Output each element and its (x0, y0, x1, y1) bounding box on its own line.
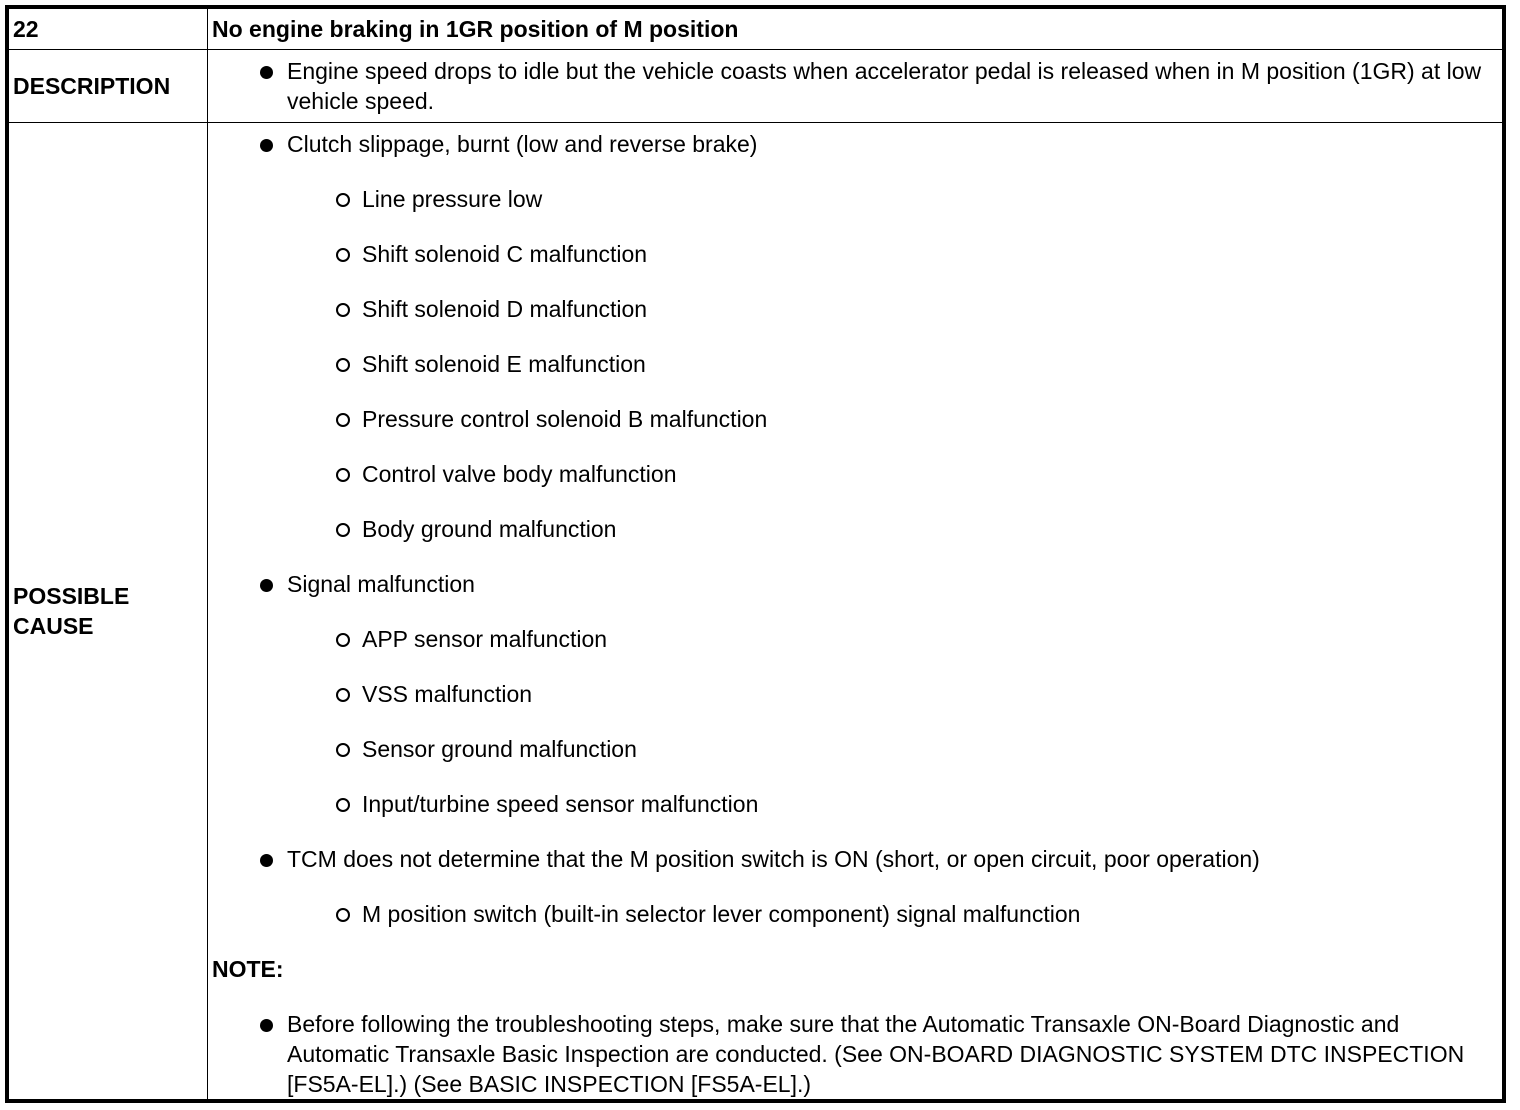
cause-subitem-text: Pressure control solenoid B malfunction (362, 406, 768, 432)
description-text: Engine speed drops to idle but the vehicle coasts when accelerator pedal is released when in M position (1GR) at low vehicle speed. (287, 58, 1482, 114)
bullet-icon (260, 854, 273, 867)
bullet-icon (260, 1019, 273, 1032)
cause-subitem-text: VSS malfunction (362, 681, 533, 707)
possible-cause-cell (208, 123, 1503, 1100)
sub-bullet-icon (336, 303, 350, 317)
possible-cause-label-line2: CAUSE (13, 613, 94, 639)
sub-bullet-icon (336, 358, 350, 372)
cause-subitem (212, 239, 1498, 269)
cause-subitem-text: Shift solenoid D malfunction (362, 296, 648, 322)
sub-bullet-icon (336, 743, 350, 757)
sub-bullet-icon (336, 908, 350, 922)
sub-bullet-icon (336, 468, 350, 482)
header-row (9, 9, 1503, 50)
cause-subitem (212, 624, 1498, 654)
cause-text: TCM does not determine that the M position switch is ON (short, or open circuit, poor operation) (287, 846, 1260, 872)
possible-cause-label (9, 123, 208, 1100)
cause-subitem (212, 734, 1498, 764)
cause-group (212, 569, 1498, 599)
description-label: DESCRIPTION (9, 50, 208, 123)
cause-subitem-text: Line pressure low (362, 186, 543, 212)
cause-subitem-text: Body ground malfunction (362, 516, 617, 542)
cause-subitem (212, 679, 1498, 709)
troubleshooting-table-frame (5, 5, 1506, 1103)
description-item (212, 56, 1498, 116)
note-list (212, 1009, 1498, 1099)
note-text: Before following the troubleshooting steps, make sure that the Automatic Transaxle ON-Board Diagnostic and Automatic Transaxle Basic Inspection are conducted. (See ON-BOARD DIAGNOSTIC SYSTEM DTC INSPECTION [FS5A-EL].) (See BASIC INSPECTION [FS5A-EL].) (287, 1011, 1465, 1097)
sub-bullet-icon (336, 688, 350, 702)
cause-subitem-text: Shift solenoid E malfunction (362, 351, 646, 377)
cause-text: Signal malfunction (287, 571, 475, 597)
sub-bullet-icon (336, 413, 350, 427)
note-item (212, 1009, 1498, 1099)
cause-subitem (212, 294, 1498, 324)
bullet-icon (260, 66, 273, 79)
cause-subitem (212, 404, 1498, 434)
cause-subitem (212, 789, 1498, 819)
cause-subitem (212, 459, 1498, 489)
cause-subitem-text: Input/turbine speed sensor malfunction (362, 791, 759, 817)
sub-bullet-icon (336, 633, 350, 647)
note-title: NOTE: (212, 956, 284, 982)
sub-bullet-icon (336, 798, 350, 812)
possible-cause-label-line1: POSSIBLE (13, 583, 130, 609)
cause-list (212, 123, 1498, 929)
cause-subitem (212, 184, 1498, 214)
cause-subitem-text: M position switch (built-in selector lever component) signal malfunction (362, 901, 1081, 927)
description-cell (208, 50, 1503, 123)
cause-subitem-text: Sensor ground malfunction (362, 736, 637, 762)
possible-cause-row (9, 123, 1503, 1100)
cause-subitem (212, 514, 1498, 544)
cause-subitem-text: Shift solenoid C malfunction (362, 241, 648, 267)
sub-bullet-icon (336, 248, 350, 262)
cause-group (212, 129, 1498, 159)
cause-subitem (212, 899, 1498, 929)
cause-subitem (212, 349, 1498, 379)
troubleshooting-table (8, 8, 1503, 1100)
cause-group (212, 844, 1498, 874)
cause-subitem-text: Control valve body malfunction (362, 461, 677, 487)
bullet-icon (260, 579, 273, 592)
sub-bullet-icon (336, 193, 350, 207)
symptom-number: 22 (9, 9, 208, 50)
sub-bullet-icon (336, 523, 350, 537)
cause-subitem-text: APP sensor malfunction (362, 626, 608, 652)
cause-text: Clutch slippage, burnt (low and reverse brake) (287, 131, 758, 157)
symptom-title: No engine braking in 1GR position of M position (208, 9, 1503, 50)
description-row (9, 50, 1503, 123)
bullet-icon (260, 139, 273, 152)
